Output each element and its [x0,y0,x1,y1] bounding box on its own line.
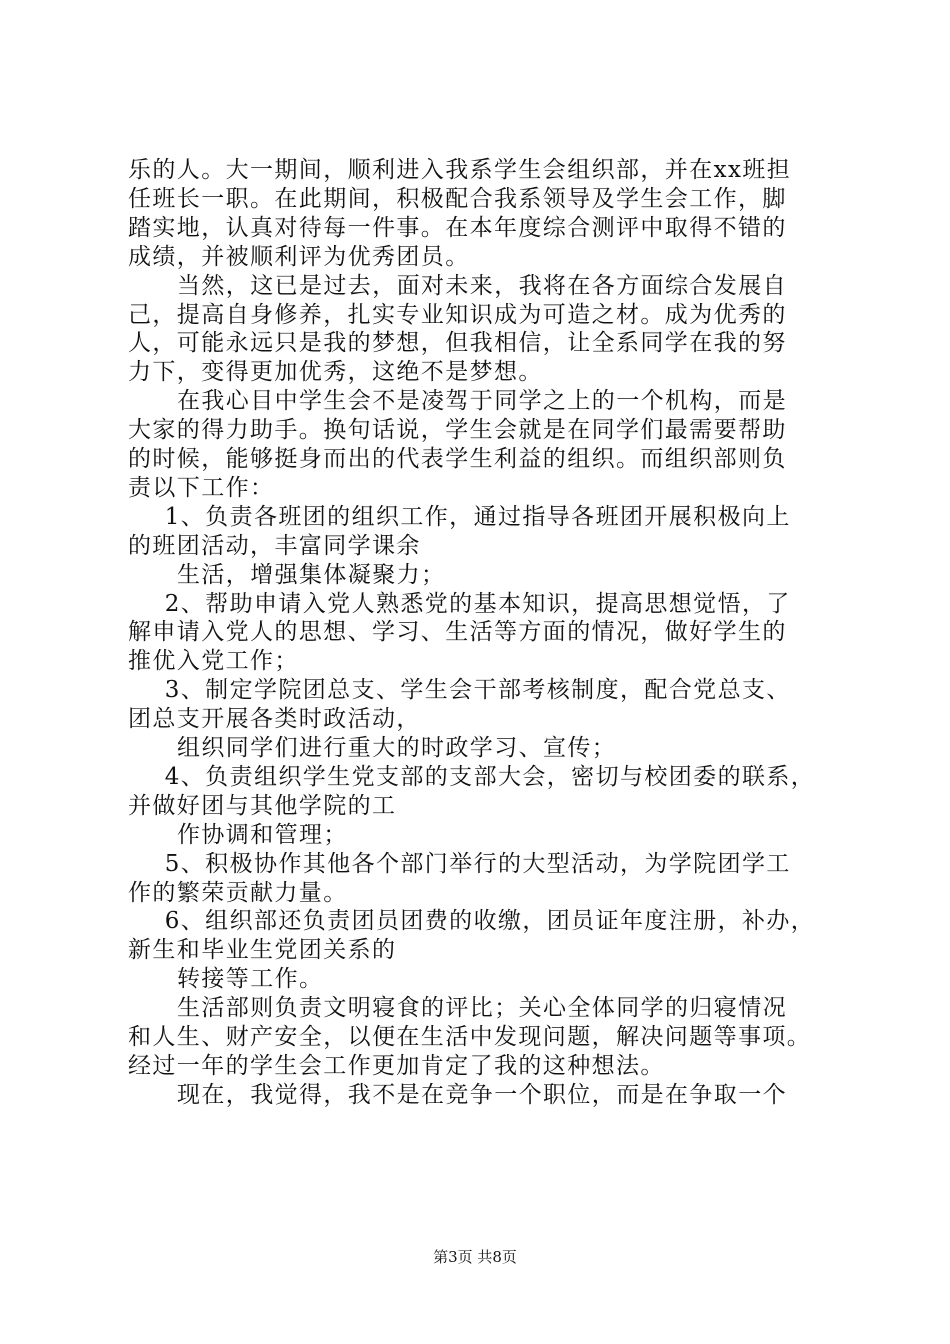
text-line: 现在，我觉得，我不是在竞争一个职位，而是在争取一个 [177,1081,787,1108]
text-line: 踏实地，认真对待每一件事。在本年度综合测评中取得不错的 [128,214,787,241]
text-line: 团总支开展各类时政活动， [128,706,421,733]
text-line: 4、负责组织学生党支部的支部大会，密切与校团委的联系， [164,763,816,790]
text-line: 责以下工作： [128,474,275,501]
text-line: 6、组织部还负责团员团费的收缴，团员证年度注册，补办， [164,908,816,935]
page-footer: 第3页 共8页 [433,1248,517,1266]
text-line: 的时候，能够挺身而出的代表学生利益的组织。而组织部则负 [128,446,787,472]
text-line: 成绩，并被顺利评为优秀团员。 [128,243,470,270]
text-line: 和人生、财产安全，以便在生活中发现问题，解决问题等事项。 [128,1024,812,1050]
text-line: 作协调和管理； [177,821,348,848]
text-line: 2、帮助申请入党人熟悉党的基本知识，提高思想觉悟，了 [164,590,791,617]
text-line: 组织同学们进行重大的时政学习、宣传； [177,735,617,761]
text-line: 任班长一职。在此期间，积极配合我系领导及学生会工作，脚 [128,185,787,212]
text-line: 大家的得力助手。换句话说，学生会就是在同学们最需要帮助 [128,417,787,444]
text-line: 在我心目中学生会不是凌驾于同学之上的一个机构，而是 [177,388,787,415]
text-line: 并做好团与其他学院的工 [128,792,397,819]
text-line: 转接等工作。 [177,966,324,993]
text-line: 乐的人。大一期间，顺利进入我系学生会组织部，并在xx班担 [128,157,792,183]
text-line: 当然，这已是过去，面对未来，我将在各方面综合发展自 [177,272,787,299]
text-line: 1、负责各班团的组织工作，通过指导各班团开展积极向上 [164,503,791,530]
text-line: 新生和毕业生党团关系的 [128,937,397,964]
text-line: 解申请入党人的思想、学习、生活等方面的情况，做好学生的 [128,619,787,646]
text-line: 生活部则负责文明寝食的评比；关心全体同学的归寝情况 [177,995,787,1022]
text-line: 己，提高自身修养，扎实专业知识成为可造之材。成为优秀的 [128,301,787,328]
text-line: 经过一年的学生会工作更加肯定了我的这种想法。 [128,1052,665,1079]
text-line: 力下，变得更加优秀，这绝不是梦想。 [128,359,543,386]
text-line: 3、制定学院团总支、学生会干部考核制度，配合党总支、 [164,677,791,704]
text-line: 生活，增强集体凝聚力； [177,561,446,588]
text-line: 人，可能永远只是我的梦想，但我相信，让全系同学在我的努 [128,330,787,357]
text-line: 5、积极协作其他各个部门举行的大型活动，为学院团学工 [164,850,791,877]
text-line: 推优入党工作； [128,648,299,675]
text-line: 作的繁荣贡献力量。 [128,879,348,906]
text-line: 的班团活动，丰富同学课余 [128,532,421,559]
